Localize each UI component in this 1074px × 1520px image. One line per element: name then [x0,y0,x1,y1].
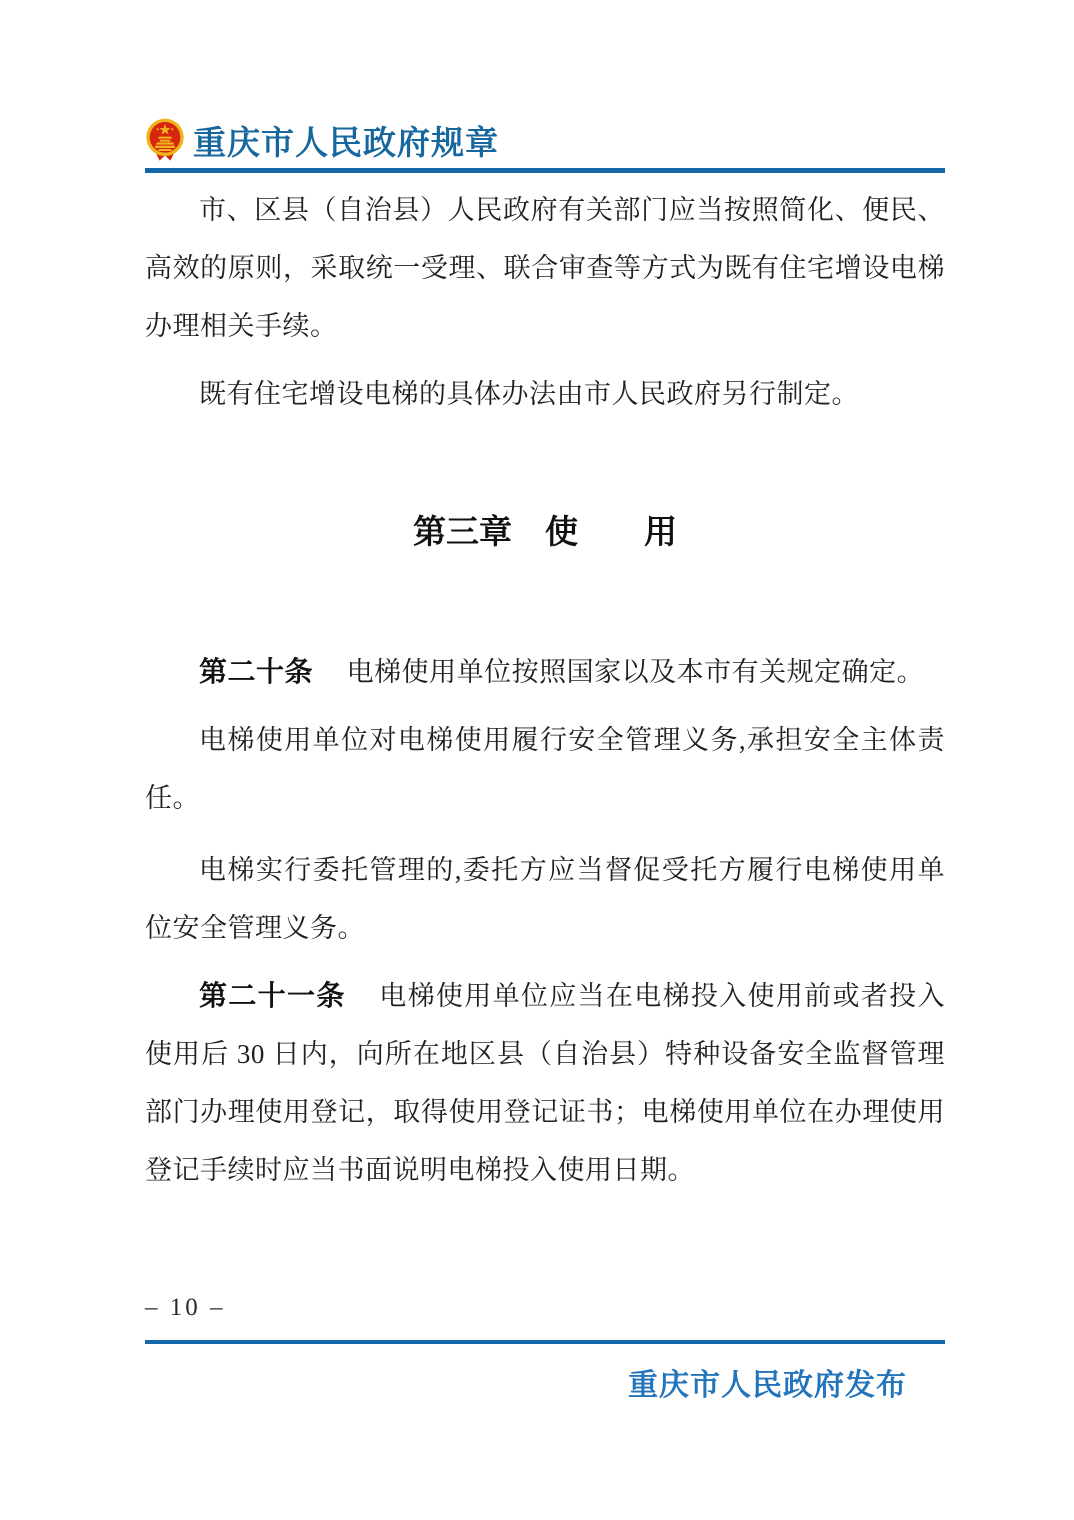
header-title: 重庆市人民政府规章 [193,123,499,161]
paragraph-separate-rules: 既有住宅增设电梯的具体办法由市人民政府另行制定。 [199,379,859,409]
header-divider [145,168,945,173]
article-20-text: 电梯使用单位按照国家以及本市有关规定确定。 [346,657,925,687]
page-number: – 10 – [145,1294,226,1321]
national-emblem-icon [145,117,185,163]
article-21-label: 第二十一条 [199,980,346,1011]
article-21 [145,967,945,1199]
article-21-text: 电梯使用单位应当在电梯投入使用前或者投入使用后 30 日内，向所在地区县（自治县）特种设备安全监督管理部门办理使用登记，取得使用登记证书；电梯使用单位在办理使用登记手续时应当书面说明电梯投入使用日期。 [145,981,945,1185]
article-20-label: 第二十条 [199,656,314,687]
article-20-paragraph-3: 电梯实行委托管理的,委托方应当督促受托方履行电梯使用单位安全管理义务。 [145,855,945,943]
footer-divider [145,1340,945,1344]
paragraph-measures: 市、区县（自治县）人民政府有关部门应当按照简化、便民、高效的原则，采取统一受理、联合审查等方式为既有住宅增设电梯办理相关手续。 [145,195,945,341]
publisher-row [145,1360,945,1404]
article-20 [145,643,945,701]
publisher: 重庆市人民政府发布 [628,1369,907,1402]
document-header [145,116,945,164]
chapter-heading: 第三章 使 用 [413,513,677,550]
article-20-paragraph-2: 电梯使用单位对电梯使用履行安全管理义务,承担安全主体责任。 [145,725,945,813]
document-body [145,181,945,1199]
